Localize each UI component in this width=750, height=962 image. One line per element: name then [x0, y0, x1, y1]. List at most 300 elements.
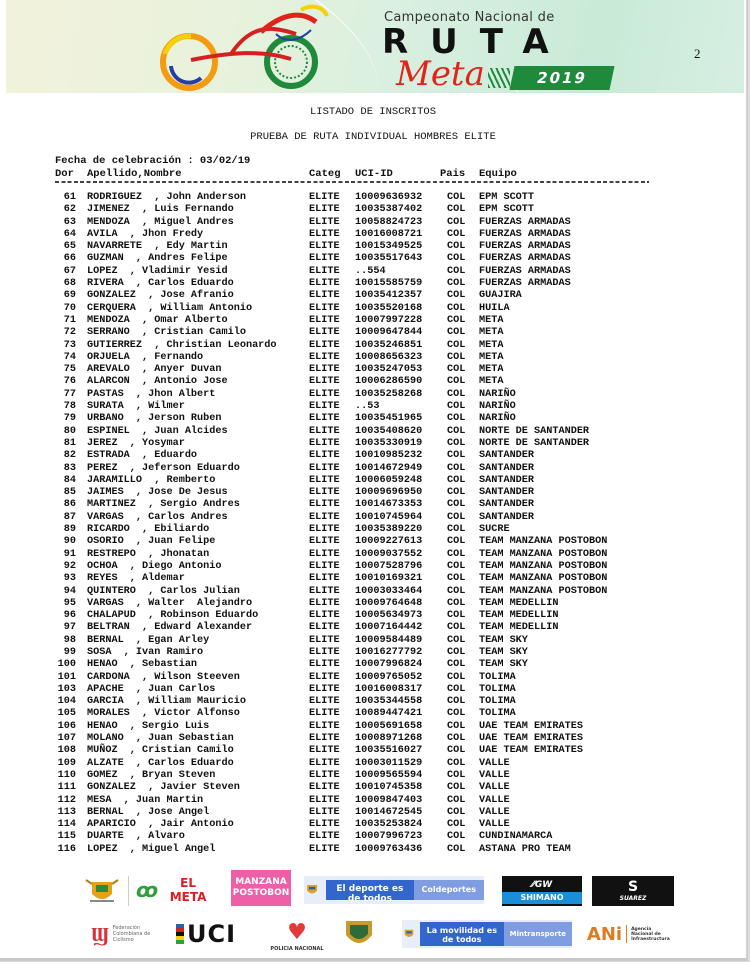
country: COL: [447, 290, 466, 302]
country: COL: [447, 671, 466, 683]
table-row: [0, 708, 746, 720]
team: META: [479, 351, 504, 363]
uci-id: 10006286590: [355, 376, 423, 388]
uci-id: 10035520168: [355, 302, 423, 314]
category: ELITE: [309, 216, 340, 228]
bib-number: 100: [57, 659, 76, 671]
team: TEAM MEDELLIN: [479, 622, 559, 634]
bib-number: 79: [63, 413, 76, 425]
country: COL: [447, 597, 466, 609]
column-header-dor: Dor: [55, 168, 74, 180]
country: COL: [447, 413, 466, 425]
rider-name: PEREZ , Jeferson Eduardo: [87, 462, 240, 474]
bib-number: 72: [63, 327, 76, 339]
team: META: [479, 327, 504, 339]
team: TOLIMA: [479, 671, 516, 683]
team: VALLE: [479, 794, 510, 806]
team: ASTANA PRO TEAM: [479, 843, 571, 855]
rider-name: ESTRADA , Eduardo: [87, 450, 198, 462]
team: SANTANDER: [479, 511, 535, 523]
rider-name: SOSA , Ivan Ramiro: [87, 646, 204, 658]
uci-id: 10009037552: [355, 548, 423, 560]
sponsor-logo-el-meta: ꝏ EL META: [136, 876, 207, 904]
rider-name: PASTAS , Jhon Albert: [87, 388, 216, 400]
table-row: [0, 241, 746, 253]
column-header-name: Apellido,Nombre: [87, 168, 182, 180]
bib-number: 97: [63, 622, 76, 634]
uci-id: 10009636932: [355, 192, 423, 203]
uci-id: 10035412357: [355, 290, 423, 302]
rider-name: SERRANO , Cristian Camilo: [87, 327, 246, 339]
fcc-swirl-icon: Ϣ: [91, 921, 109, 946]
country: COL: [447, 560, 466, 572]
bib-number: 73: [63, 339, 76, 351]
uci-id: 10035330919: [355, 437, 423, 449]
category: ELITE: [309, 831, 340, 843]
bib-number: 99: [63, 646, 76, 658]
country: COL: [447, 573, 466, 585]
badge-shield-icon: [344, 918, 374, 950]
bib-number: 101: [57, 671, 76, 683]
table-row: [0, 561, 746, 573]
bib-number: 95: [63, 597, 76, 609]
sponsor-logo-gw-shimano: ⁄⁄GW SHIMANO: [502, 876, 582, 906]
uci-id: 10035389220: [355, 524, 423, 536]
team: TEAM MANZANA POSTOBON: [479, 585, 608, 597]
uci-id: 10009227613: [355, 536, 423, 548]
country: COL: [447, 216, 466, 228]
country: COL: [447, 351, 466, 363]
bib-number: 64: [63, 228, 76, 240]
table-row: [0, 758, 746, 770]
table-row: [0, 610, 746, 622]
table-row: [0, 622, 746, 634]
registrants-table: [0, 192, 746, 856]
uci-id: 10006059248: [355, 474, 423, 486]
sponsor-logo-uci: UCI: [166, 920, 246, 948]
bib-number: 69: [63, 290, 76, 302]
category: ELITE: [309, 290, 340, 302]
rider-name: RODRIGUEZ , John Anderson: [87, 192, 246, 203]
category: ELITE: [309, 548, 340, 560]
sponsor-divider: [128, 876, 129, 906]
uci-id: 10008656323: [355, 351, 423, 363]
team: FUERZAS ARMADAS: [479, 216, 571, 228]
rider-name: LOPEZ , Vladimir Yesid: [87, 265, 228, 277]
rider-name: QUINTERO , Carlos Julian: [87, 585, 240, 597]
rider-name: JIMENEZ , Luis Fernando: [87, 204, 234, 216]
uci-id: 10014673353: [355, 499, 423, 511]
country: COL: [447, 511, 466, 523]
table-row: [0, 684, 746, 696]
category: ELITE: [309, 745, 340, 757]
category: ELITE: [309, 634, 340, 646]
country: COL: [447, 757, 466, 769]
table-row: [0, 512, 746, 524]
rider-name: HENAO , Sergio Luis: [87, 720, 210, 732]
team: FUERZAS ARMADAS: [479, 278, 571, 290]
uci-id: 10008971268: [355, 733, 423, 745]
country: COL: [447, 487, 466, 499]
ani-divider: [626, 925, 627, 943]
rider-name: VARGAS , Carlos Andres: [87, 511, 228, 523]
table-row: [0, 401, 746, 413]
team: NARIÑO: [479, 388, 516, 400]
table-row: [0, 204, 746, 216]
rider-name: JARAMILLO , Remberto: [87, 474, 216, 486]
category: ELITE: [309, 499, 340, 511]
category: ELITE: [309, 794, 340, 806]
team: HUILA: [479, 302, 510, 314]
uci-id: 10003033464: [355, 585, 423, 597]
category: ELITE: [309, 573, 340, 585]
rider-name: HENAO , Sebastian: [87, 659, 198, 671]
team: META: [479, 364, 504, 376]
rider-name: BERNAL , Egan Arley: [87, 634, 210, 646]
bib-number: 90: [63, 536, 76, 548]
table-row: [0, 831, 746, 843]
country: COL: [447, 536, 466, 548]
country: COL: [447, 204, 466, 216]
category: ELITE: [309, 597, 340, 609]
rider-name: ORJUELA , Fernando: [87, 351, 204, 363]
column-header-pais: Pais: [440, 168, 466, 180]
rider-name: GARCIA , William Mauricio: [87, 696, 246, 708]
uci-id: 10016008721: [355, 228, 423, 240]
category: ELITE: [309, 696, 340, 708]
team: TEAM MANZANA POSTOBON: [479, 536, 608, 548]
country: COL: [447, 376, 466, 388]
bib-number: 81: [63, 437, 76, 449]
category: ELITE: [309, 192, 340, 203]
uci-id: 10035246851: [355, 339, 423, 351]
team: SANTANDER: [479, 487, 535, 499]
rider-name: JEREZ , Yosymar: [87, 437, 185, 449]
banner-year: 2019: [509, 66, 614, 90]
bib-number: 76: [63, 376, 76, 388]
rider-name: GOMEZ , Bryan Steven: [87, 769, 216, 781]
uci-id: 10014672949: [355, 462, 423, 474]
sponsor-logo-manzana-postobon: MANZANA POSTOBON: [231, 870, 291, 906]
country: COL: [447, 610, 466, 622]
rider-name: CARDONA , Wilson Steeven: [87, 671, 240, 683]
category: ELITE: [309, 241, 340, 253]
rider-name: GONZALEZ , Jose Afranio: [87, 290, 234, 302]
category: ELITE: [309, 351, 340, 363]
country: COL: [447, 843, 466, 855]
uci-id: 10005691658: [355, 720, 423, 732]
uci-id: 10009647844: [355, 327, 423, 339]
rider-name: MENDOZA , Miguel Andres: [87, 216, 234, 228]
bib-number: 96: [63, 610, 76, 622]
uci-id: 10035408620: [355, 425, 423, 437]
bib-number: 111: [57, 782, 76, 794]
uci-id: 10007996723: [355, 831, 423, 843]
rider-name: CHALAPUD , Robinson Eduardo: [87, 610, 259, 622]
category: ELITE: [309, 659, 340, 671]
team: SANTANDER: [479, 450, 535, 462]
table-row: [0, 315, 746, 327]
uci-id: 10005634973: [355, 610, 423, 622]
country: COL: [447, 524, 466, 536]
country: COL: [447, 425, 466, 437]
table-row: [0, 573, 746, 585]
bib-number: 78: [63, 401, 76, 413]
country: COL: [447, 450, 466, 462]
uci-id: 10009584489: [355, 634, 423, 646]
table-row: [0, 672, 746, 684]
document-subtitle: PRUEBA DE RUTA INDIVIDUAL HOMBRES ELITE: [250, 131, 496, 143]
country: COL: [447, 499, 466, 511]
team: FUERZAS ARMADAS: [479, 228, 571, 240]
category: ELITE: [309, 511, 340, 523]
bib-number: 112: [57, 794, 76, 806]
category: ELITE: [309, 425, 340, 437]
country: COL: [447, 733, 466, 745]
category: ELITE: [309, 708, 340, 720]
country: COL: [447, 646, 466, 658]
event-date: Fecha de celebración : 03/02/19: [55, 155, 251, 167]
bib-number: 62: [63, 204, 76, 216]
bib-number: 66: [63, 253, 76, 265]
uci-id: 10035253824: [355, 819, 423, 831]
bib-number: 114: [57, 819, 76, 831]
rider-name: MENDOZA , Omar Alberto: [87, 314, 228, 326]
country: COL: [447, 659, 466, 671]
sponsor-logo-gobernacion: [84, 876, 120, 906]
uci-id: 10009763436: [355, 843, 423, 855]
banner-script: Meta: [396, 54, 485, 93]
table-row: [0, 389, 746, 401]
table-row: [0, 253, 746, 265]
country: COL: [447, 745, 466, 757]
table-row: [0, 635, 746, 647]
bib-number: 77: [63, 388, 76, 400]
country: COL: [447, 327, 466, 339]
rider-name: BELTRAN , Edward Alexander: [87, 622, 253, 634]
table-row: [0, 696, 746, 708]
bib-number: 105: [57, 708, 76, 720]
table-row: [0, 376, 746, 388]
bib-number: 106: [57, 720, 76, 732]
team: META: [479, 314, 504, 326]
team: VALLE: [479, 782, 510, 794]
category: ELITE: [309, 646, 340, 658]
uci-id: 10035258268: [355, 388, 423, 400]
team: NORTE DE SANTANDER: [479, 437, 590, 449]
rider-name: OSORIO , Juan Felipe: [87, 536, 216, 548]
table-row: [0, 463, 746, 475]
table-row: [0, 340, 746, 352]
rider-name: ESPINEL , Juan Alcides: [87, 425, 228, 437]
country: COL: [447, 401, 466, 413]
country: COL: [447, 782, 466, 794]
bib-number: 67: [63, 265, 76, 277]
uci-id: 10010745964: [355, 511, 423, 523]
category: ELITE: [309, 253, 340, 265]
team: TOLIMA: [479, 683, 516, 695]
category: ELITE: [309, 388, 340, 400]
table-row: [0, 586, 746, 598]
table-row: [0, 795, 746, 807]
column-header-categ: Categ: [309, 168, 341, 180]
team: FUERZAS ARMADAS: [479, 241, 571, 253]
uci-id: 10007164442: [355, 622, 423, 634]
country: COL: [447, 339, 466, 351]
country: COL: [447, 794, 466, 806]
table-row: [0, 524, 746, 536]
rider-name: RIVERA , Carlos Eduardo: [87, 278, 234, 290]
table-row: [0, 438, 746, 450]
rider-name: AREVALO , Anyer Duvan: [87, 364, 222, 376]
uci-id: 10015349525: [355, 241, 423, 253]
uci-id: ..554: [355, 265, 386, 277]
country: COL: [447, 585, 466, 597]
rider-name: JAIMES , Jose De Jesus: [87, 487, 228, 499]
rider-name: MUÑOZ , Cristian Camilo: [87, 745, 234, 757]
table-row: [0, 598, 746, 610]
category: ELITE: [309, 782, 340, 794]
category: ELITE: [309, 364, 340, 376]
team: UAE TEAM EMIRATES: [479, 745, 583, 757]
rider-name: MESA , Juan Martin: [87, 794, 204, 806]
uci-id: 10010985232: [355, 450, 423, 462]
team: VALLE: [479, 819, 510, 831]
table-row: [0, 745, 746, 757]
bib-number: 113: [57, 806, 76, 818]
bib-number: 85: [63, 487, 76, 499]
country: COL: [447, 769, 466, 781]
team: VALLE: [479, 757, 510, 769]
category: ELITE: [309, 733, 340, 745]
uci-id: 10016008317: [355, 683, 423, 695]
uci-id: 10009565594: [355, 769, 423, 781]
bib-number: 61: [63, 192, 76, 203]
sponsor-logo-suarez: S SUAREZ: [592, 876, 674, 906]
team: SANTANDER: [479, 462, 535, 474]
category: ELITE: [309, 204, 340, 216]
category: ELITE: [309, 278, 340, 290]
column-header-equipo: Equipo: [479, 168, 517, 180]
rider-name: RESTREPO , Jhonatan: [87, 548, 210, 560]
table-row: [0, 413, 746, 425]
category: ELITE: [309, 757, 340, 769]
rider-name: ALARCON , Antonio Jose: [87, 376, 228, 388]
category: ELITE: [309, 327, 340, 339]
uci-id: 10035344558: [355, 696, 423, 708]
table-row: [0, 659, 746, 671]
team: FUERZAS ARMADAS: [479, 265, 571, 277]
uci-id: ..53: [355, 401, 380, 413]
rider-name: URBANO , Jerson Ruben: [87, 413, 222, 425]
table-row: [0, 266, 746, 278]
category: ELITE: [309, 536, 340, 548]
category: ELITE: [309, 524, 340, 536]
uci-id: 10007997228: [355, 314, 423, 326]
team: TEAM MANZANA POSTOBON: [479, 548, 608, 560]
gw-logo-icon: ⁄⁄GW: [531, 879, 553, 890]
country: COL: [447, 265, 466, 277]
team: TEAM MANZANA POSTOBON: [479, 560, 608, 572]
bib-number: 71: [63, 314, 76, 326]
country: COL: [447, 634, 466, 646]
rider-name: CERQUERA , William Antonio: [87, 302, 253, 314]
team: GUAJIRA: [479, 290, 522, 302]
team: EPM SCOTT: [479, 204, 535, 216]
sponsor-footer: [6, 862, 744, 956]
column-header-uci-id: UCI-ID: [355, 168, 393, 180]
category: ELITE: [309, 683, 340, 695]
team: SANTANDER: [479, 474, 535, 486]
table-row: [0, 327, 746, 339]
team: FUERZAS ARMADAS: [479, 253, 571, 265]
category: ELITE: [309, 437, 340, 449]
rider-name: MARTINEZ , Sergio Andres: [87, 499, 240, 511]
page-number: 2: [694, 46, 701, 61]
table-row: [0, 364, 746, 376]
category: ELITE: [309, 806, 340, 818]
country: COL: [447, 241, 466, 253]
rider-name: GUZMAN , Andres Felipe: [87, 253, 228, 265]
team: UAE TEAM EMIRATES: [479, 733, 583, 745]
bib-number: 98: [63, 634, 76, 646]
table-row: [0, 290, 746, 302]
rider-name: OCHOA , Diego Antonio: [87, 560, 222, 572]
uci-id: 10035516027: [355, 745, 423, 757]
uci-id: 10010169321: [355, 573, 423, 585]
bib-number: 89: [63, 524, 76, 536]
category: ELITE: [309, 474, 340, 486]
rider-name: RICARDO , Ebiliardo: [87, 524, 210, 536]
team: TEAM SKY: [479, 634, 528, 646]
rider-name: GUTIERREZ , Christian Leonardo: [87, 339, 277, 351]
uci-id: 10009696950: [355, 487, 423, 499]
table-row: [0, 303, 746, 315]
team: VALLE: [479, 806, 510, 818]
bib-number: 110: [57, 769, 76, 781]
table-header: [55, 168, 655, 180]
category: ELITE: [309, 401, 340, 413]
table-row: [0, 475, 746, 487]
rider-name: SURATA , Wilmer: [87, 401, 185, 413]
uci-id: 10007996824: [355, 659, 423, 671]
category: ELITE: [309, 413, 340, 425]
bib-number: 108: [57, 745, 76, 757]
country: COL: [447, 696, 466, 708]
bib-number: 74: [63, 351, 76, 363]
table-row: [0, 770, 746, 782]
category: ELITE: [309, 314, 340, 326]
country: COL: [447, 278, 466, 290]
country: COL: [447, 253, 466, 265]
banner-subtitle: Campeonato Nacional de: [384, 10, 555, 25]
bib-number: 116: [57, 843, 76, 855]
bib-number: 94: [63, 585, 76, 597]
category: ELITE: [309, 610, 340, 622]
sponsor-logo-ani: ANi Agencia Nacional de Infraestructura: [586, 923, 670, 945]
rider-name: NAVARRETE , Edy Martin: [87, 241, 228, 253]
table-row: [0, 536, 746, 548]
uci-id: 10003011529: [355, 757, 423, 769]
table-row: [0, 278, 746, 290]
category: ELITE: [309, 339, 340, 351]
country: COL: [447, 302, 466, 314]
bib-number: 65: [63, 241, 76, 253]
category: ELITE: [309, 302, 340, 314]
team: NORTE DE SANTANDER: [479, 425, 590, 437]
category: ELITE: [309, 376, 340, 388]
category: ELITE: [309, 819, 340, 831]
